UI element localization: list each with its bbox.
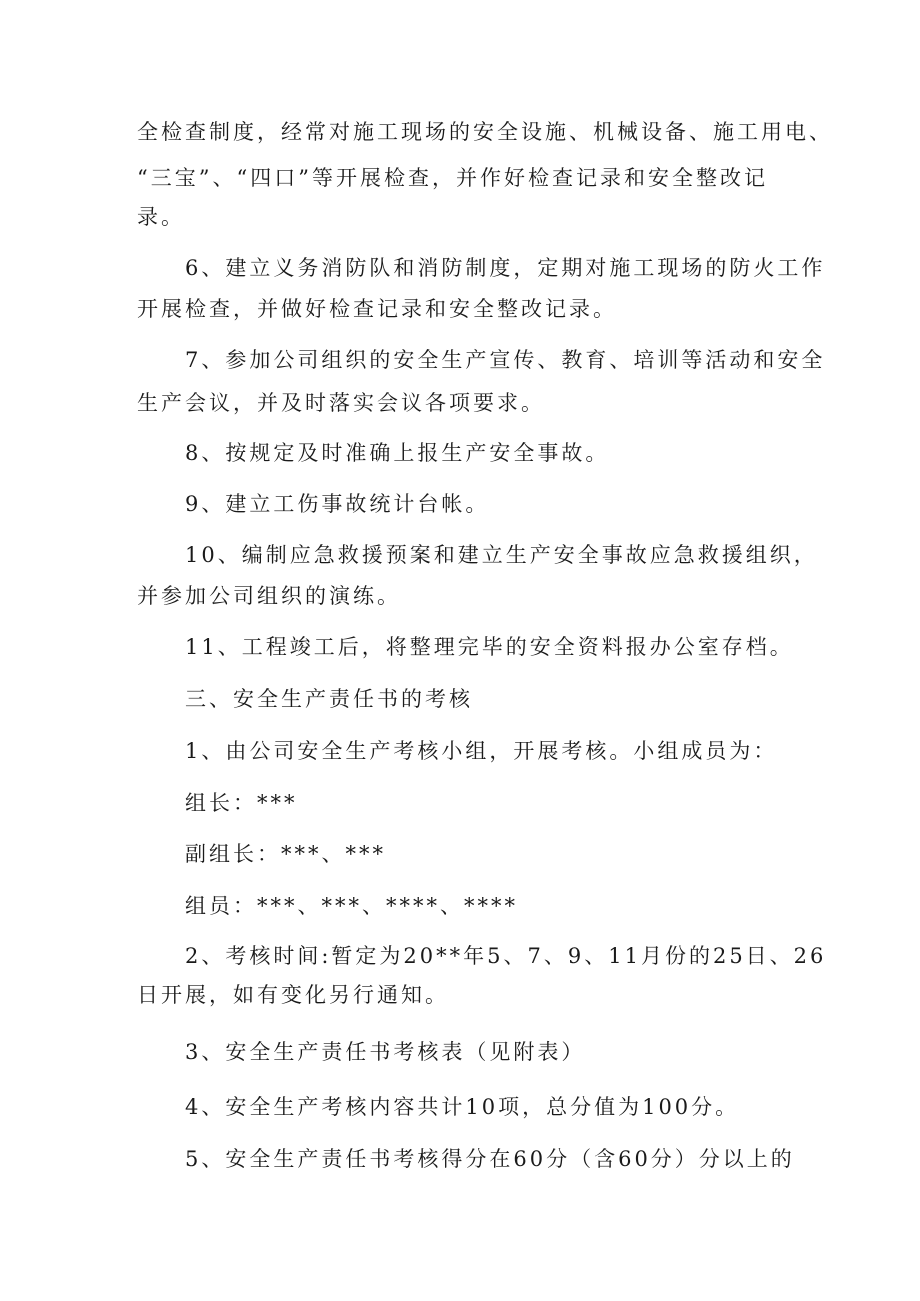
text-line: 5、安全生产责任书考核得分在60分（含60分）分以上的 (185, 1147, 795, 1171)
text-line: 10、编制应急救援预案和建立生产安全事故应急救援组织， (185, 543, 818, 567)
text-line: 开展检查，并做好检查记录和安全整改记录。 (137, 297, 617, 321)
text-line: 6、建立义务消防队和消防制度，定期对施工现场的防火工作 (185, 256, 826, 280)
text-line: 副组长：***、*** (185, 842, 386, 866)
text-line: 组长：*** (185, 791, 298, 815)
text-line: 并参加公司组织的演练。 (137, 584, 401, 608)
text-line: 7、参加公司组织的安全生产宣传、教育、培训等活动和安全 (185, 348, 826, 372)
text-line: 全检查制度，经常对施工现场的安全设施、机械设备、施工用电、 (137, 120, 833, 144)
text-line: 生产会议，并及时落实会议各项要求。 (137, 391, 545, 415)
text-line: “三宝”、“四口”等开展检查，并作好检查记录和安全整改记 (137, 166, 768, 190)
text-line: 日开展，如有变化另行通知。 (137, 983, 449, 1007)
text-line: 11、工程竣工后，将整理完毕的安全资料报办公室存档。 (185, 635, 794, 659)
text-line: 2、考核时间:暂定为20**年5、7、9、11月份的25日、26 (185, 944, 827, 968)
text-line: 9、建立工伤事故统计台帐。 (185, 492, 490, 516)
text-line: 3、安全生产责任书考核表（见附表） (185, 1040, 586, 1064)
text-line: 4、安全生产考核内容共计10项，总分值为100分。 (185, 1095, 740, 1119)
section-heading: 三、安全生产责任书的考核 (185, 687, 473, 711)
text-line: 8、按规定及时准确上报生产安全事故。 (185, 441, 610, 465)
text-line: 录。 (137, 205, 185, 229)
text-line: 1、由公司安全生产考核小组，开展考核。小组成员为： (185, 739, 778, 763)
text-line: 组员：***、***、****、**** (185, 894, 518, 918)
